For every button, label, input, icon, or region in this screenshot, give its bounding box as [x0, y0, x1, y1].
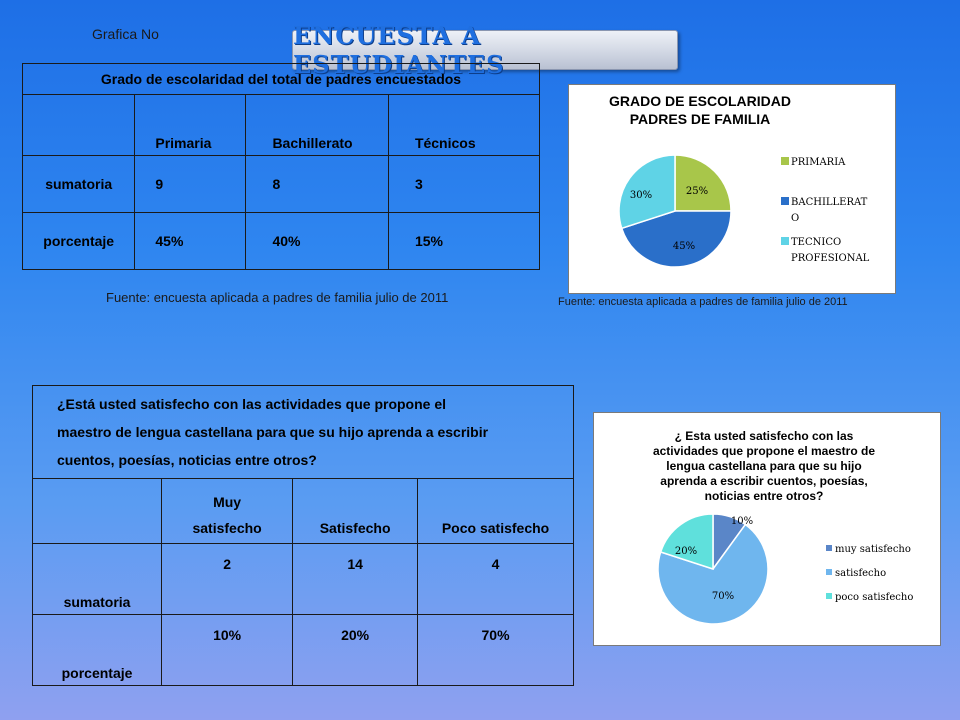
chart1-label-bachillerato: 45% — [672, 241, 696, 252]
legend-swatch-primaria — [781, 157, 789, 165]
table2-cell: 70% — [418, 615, 574, 686]
legend-swatch-poco — [826, 593, 832, 599]
chart2-title-line: noticias entre otros? — [704, 489, 824, 503]
legend-label-primaria: PRIMARIA — [791, 157, 846, 168]
table2-row-label: sumatoria — [33, 544, 162, 615]
legend-label-bachillerato: BACHILLERAT — [791, 197, 868, 208]
chart1-title-line1: GRADO DE ESCOLARIDAD — [608, 93, 792, 109]
chart2-label-satisfecho: 70% — [711, 591, 735, 602]
chart1-source: Fuente: encuesta aplicada a padres de familia julio de 2011 — [558, 296, 848, 308]
table2-corner — [33, 479, 162, 544]
legend-swatch-satisfecho — [826, 569, 832, 575]
table2-question-line: cuentos, poesías, noticias entre otros? — [57, 452, 317, 468]
legend-label-tecnico: TECNICO — [791, 237, 842, 248]
legend-swatch-bachillerato — [781, 197, 789, 205]
legend-label-muy: muy satisfecho — [835, 544, 911, 555]
legend-label-satisfecho: satisfecho — [835, 568, 887, 579]
table2-cell: 2 — [162, 544, 293, 615]
table2-question — [33, 386, 574, 479]
table1-cell: 15% — [388, 213, 539, 270]
table2-row-label: porcentaje — [33, 615, 162, 686]
table2-cell: 14 — [293, 544, 418, 615]
chart-escolaridad-svg — [569, 85, 895, 293]
table1-cell: 45% — [135, 213, 246, 270]
chart2-title-line: lengua castellana para que su hijo — [666, 459, 862, 473]
legend-label-bachillerato-line2: O — [791, 213, 800, 224]
chart-satisfaccion — [593, 412, 941, 646]
table2-col-muy-satisfecho — [162, 479, 293, 544]
chart-satisfaccion-svg — [594, 413, 940, 645]
table1-cell: 8 — [246, 156, 389, 213]
chart-escolaridad — [568, 84, 896, 294]
chart2-title-line: ¿ Esta usted satisfecho con las — [674, 429, 854, 443]
chart1-title-line2: PADRES DE FAMILIA — [629, 111, 771, 127]
table1-row-label: porcentaje — [23, 213, 135, 270]
table1-cell: 9 — [135, 156, 246, 213]
chart2-label-muy: 10% — [730, 516, 754, 527]
table1-col-bachillerato: Bachillerato — [246, 95, 389, 156]
legend-swatch-muy — [826, 545, 832, 551]
table1-row-label: sumatoria — [23, 156, 135, 213]
chart2-title-line: actividades que propone el maestro de — [652, 444, 876, 458]
legend-swatch-tecnico — [781, 237, 789, 245]
pie-slice-primaria — [675, 155, 731, 211]
chart1-label-tecnico: 30% — [629, 190, 653, 201]
table-row — [23, 213, 540, 270]
table2-question-line: ¿Está usted satisfecho con las actividades que propone el — [57, 396, 446, 412]
banner-title: ENCUESTA A ESTUDIANTES — [293, 21, 505, 79]
chart2-label-poco: 20% — [674, 546, 698, 557]
table1-source: Fuente: encuesta aplicada a padres de familia julio de 2011 — [106, 290, 449, 305]
table1-cell: 40% — [246, 213, 389, 270]
chart1-label-primaria: 25% — [685, 186, 709, 197]
table2-col-line1: Muy — [213, 494, 242, 510]
escolaridad-table — [22, 63, 540, 270]
table2-cell: 20% — [293, 615, 418, 686]
table2-question-line: maestro de lengua castellana para que su hijo aprenda a escribir — [57, 424, 489, 440]
table1-col-primaria: Primaria — [135, 95, 246, 156]
legend-label-poco: poco satisfecho — [835, 592, 914, 603]
table2-cell: 4 — [418, 544, 574, 615]
table1-title: Grado de escolaridad del total de padres encuestados — [23, 64, 540, 95]
table2-col-poco-satisfecho: Poco satisfecho — [418, 479, 574, 544]
grafica-label: Grafica No — [92, 26, 159, 42]
table-row — [33, 544, 574, 615]
legend-label-tecnico-line2: PROFESIONAL — [791, 253, 870, 264]
table1-cell: 3 — [388, 156, 539, 213]
table-row — [33, 615, 574, 686]
chart2-title-line: aprenda a escribir cuentos, poesías, — [660, 474, 868, 488]
table1-corner — [23, 95, 135, 156]
table2-col-line2: satisfecho — [192, 520, 262, 536]
table2-cell: 10% — [162, 615, 293, 686]
table1-col-tecnicos: Técnicos — [388, 95, 539, 156]
table-row — [23, 156, 540, 213]
satisfaccion-table — [32, 385, 574, 686]
table2-col-satisfecho: Satisfecho — [293, 479, 418, 544]
